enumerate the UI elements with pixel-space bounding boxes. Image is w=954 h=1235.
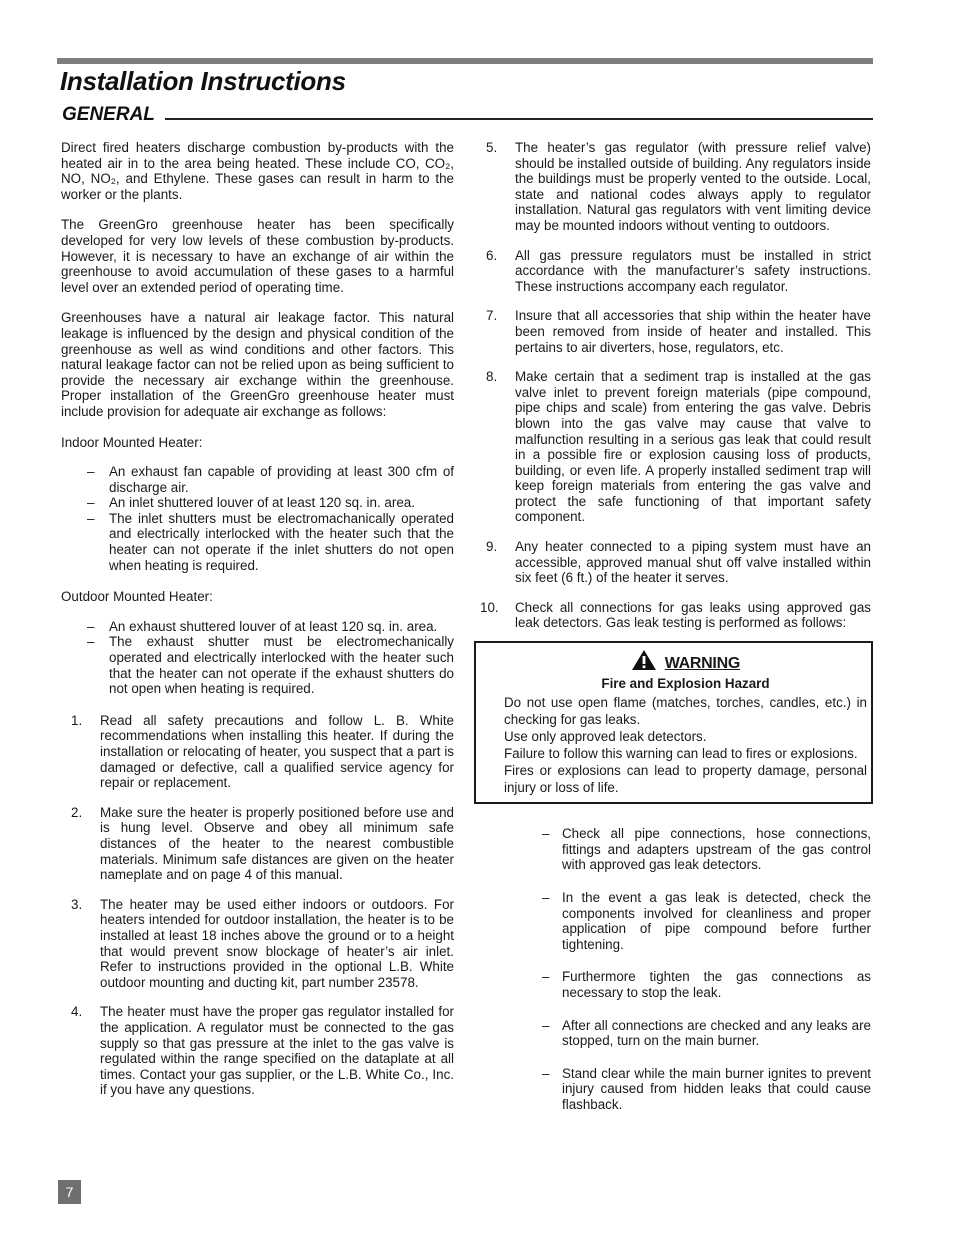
step-number: 5. <box>486 140 498 155</box>
warning-triangle-icon <box>631 649 657 675</box>
list-item: – Check all pipe connections, hose connections, fittings and adapters upstream of the gas control with approved gas leak detectors. <box>542 826 871 873</box>
section-header <box>62 104 873 128</box>
steps-list-left <box>61 713 454 1098</box>
warning-box <box>474 641 873 804</box>
step-number: 8. <box>486 369 498 385</box>
leak-check-list <box>476 826 871 1112</box>
page-title: Installation Instructions <box>60 66 346 96</box>
step-number: 6. <box>486 247 498 263</box>
step-item: 7. Insure that all accessories that ship within the heater have been removed from inside of heater and installed. This pertains to air diverters, hose, regulators, etc. <box>486 308 871 355</box>
dash-marker: – <box>87 495 95 511</box>
step-item: 5. The heater’s gas regulator (with pressure relief valve) should be installed outside of building. Any regulators inside the buildings must be properly vented to the outside. Local, state and national codes always apply to regulator installation. Natural gas regulators with vent limiting device may be mounted indoors without venting to outdoors. <box>486 140 871 233</box>
steps-list-right <box>476 140 871 631</box>
step-item: 2. Make sure the heater is properly positioned before use and is hung level. Observe and obey all minimum safe distances of the heater to the nearest combustible materials. Minimum safe distances are given on the heater nameplate and on page 4 of this manual. <box>71 804 454 883</box>
warning-label: WARNING <box>664 655 740 673</box>
dash-marker: – <box>87 510 95 526</box>
step-number: 2. <box>71 804 83 820</box>
step-item: 1. Read all safety precautions and follow L. B. White recommendations when installing this heater. If during the installation or relocating of heater, you suspect that a part is damaged or defective, call a qualified service agency for repair or replacement. <box>71 712 454 791</box>
step-item: 9. Any heater connected to a piping system must have an accessible, approved manual shut off valve installed within six feet (6 ft.) of the heater it serves. <box>486 539 871 586</box>
left-column <box>61 140 454 1112</box>
step-item: 10. Check all connections for gas leaks using approved gas leak detectors. Gas leak testing is performed as follows: <box>480 599 871 631</box>
list-item: – The inlet shutters must be electromachanically operated and electrically interlocked with the heater such that the heater can not operate if the inlet shutters do not open when heating is required. <box>87 510 454 573</box>
step-item: 8. Make certain that a sediment trap is installed at the gas valve inlet to prevent foreign materials (pipe compound, pipe chips and scale) from entering the gas valve. Debris blown into the gas valve may cause that valve to malfunction resulting in a serious gas leak that could result in a possible fire or explosion causing loss of products, building, or even life. A properly installed sediment trap will keep foreign materials from entering the gas valve and protect the safe functioning of that important safety component. <box>486 369 871 525</box>
indoor-list <box>61 464 454 573</box>
indoor-heading: Indoor Mounted Heater: <box>61 434 203 450</box>
warning-line: Failure to follow this warning can lead to fires or explosions. <box>504 746 858 762</box>
list-item: – After all connections are checked and any leaks are stopped, turn on the main burner. <box>542 1017 871 1049</box>
step-item: 4. The heater must have the proper gas regulator installed for the application. A regulator must be connected to the gas supply so that gas pressure at the inlet to the gas valve is regulated within the range specified on the dataplate at all times. Contact your gas supplier, or the L.B. White Co., Inc. if you have any questions. <box>71 1004 454 1098</box>
list-item: – Furthermore tighten the gas connections as necessary to stop the leak. <box>542 969 871 1000</box>
right-column <box>476 140 871 1130</box>
step-number: 9. <box>486 539 498 555</box>
dash-marker: – <box>87 464 95 480</box>
step-item: 3. The heater may be used either indoors or outdoors. For heaters intended for outdoor installation, the heater is to be installed at least 18 inches above the ground or to a height that would prevent snow blockage of heater’s air inlet. Refer to instructions provided in the optional L.B. White outdoor mounting and ducting kit, part number 23578. <box>71 896 454 990</box>
dash-marker: – <box>542 890 550 905</box>
step-number: 3. <box>71 896 83 912</box>
list-item: – In the event a gas leak is detected, check the components involved for cleanliness and proper application of pipe compound before further tightening. <box>542 890 871 952</box>
warning-line: Do not use open flame (matches, torches, candles, etc.) in checking for gas leaks. <box>504 695 867 728</box>
page-number: 7 <box>58 1180 81 1204</box>
intro-paragraph: The GreenGro greenhouse heater has been specifically developed for very low levels of these combustion by-products. However, it is necessary to have an exchange of air within the greenhouse to avoid accumulation of these gases to a harmful level over an extended period of operating time. <box>61 217 454 295</box>
list-item: – Stand clear while the main burner ignites to prevent injury caused from hidden leaks that could cause flashback. <box>542 1065 871 1112</box>
warning-line: Fires or explosions can lead to property damage, personal injury or loss of life. <box>504 763 867 796</box>
dash-marker: – <box>87 634 95 650</box>
step-number: 7. <box>486 308 498 324</box>
dash-marker: – <box>542 969 550 985</box>
step-item: 6. All gas pressure regulators must be installed in strict accordance with the manufacturer’s safety instructions. These instructions accompany each regulator. <box>486 247 871 294</box>
list-item: – An inlet shuttered louver of at least 120 sq. in. area. <box>87 495 415 511</box>
intro-paragraph: Greenhouses have a natural air leakage factor. This natural leakage is influenced by the design and physical condition of the greenhouse as well as wind conditions and other factors. This natural leakage factor can not be relied upon as being sufficient to provide the necessary air exchange within the greenhouse. Proper installation of the GreenGro greenhouse heater must include provision for adequate air exchange as follows: <box>61 310 454 419</box>
step-number: 1. <box>71 712 83 728</box>
intro-paragraph: Direct fired heaters discharge combustion by-products with the heated air in to the area being heated. These include CO, CO₂, NO, NO₂, and Ethylene. These gases can result in harm to the worker or the plants. <box>61 140 454 202</box>
dash-marker: – <box>542 1017 550 1033</box>
dash-marker: – <box>542 1065 550 1081</box>
warning-line: Use only approved leak detectors. <box>504 729 707 745</box>
section-title: GENERAL <box>62 104 165 126</box>
dash-marker: – <box>542 826 550 842</box>
outdoor-heading: Outdoor Mounted Heater: <box>61 589 213 605</box>
step-number: 4. <box>71 1004 83 1020</box>
top-rule <box>57 58 873 64</box>
outdoor-list <box>61 619 454 697</box>
section-rule <box>162 118 873 120</box>
list-item: – An exhaust shuttered louver of at least 120 sq. in. area. <box>87 618 438 634</box>
list-item: – The exhaust shutter must be electromechanically operated and electrically interlocked with the heater such that the heater can not operate if the exhaust shutters do not open when heating is required. <box>87 634 454 697</box>
dash-marker: – <box>87 618 95 634</box>
list-item: – An exhaust fan capable of providing at least 300 cfm of discharge air. <box>87 464 454 495</box>
warning-subtitle: Fire and Explosion Hazard <box>601 675 770 691</box>
warning-header <box>504 649 867 675</box>
step-number: 10. <box>480 599 499 615</box>
